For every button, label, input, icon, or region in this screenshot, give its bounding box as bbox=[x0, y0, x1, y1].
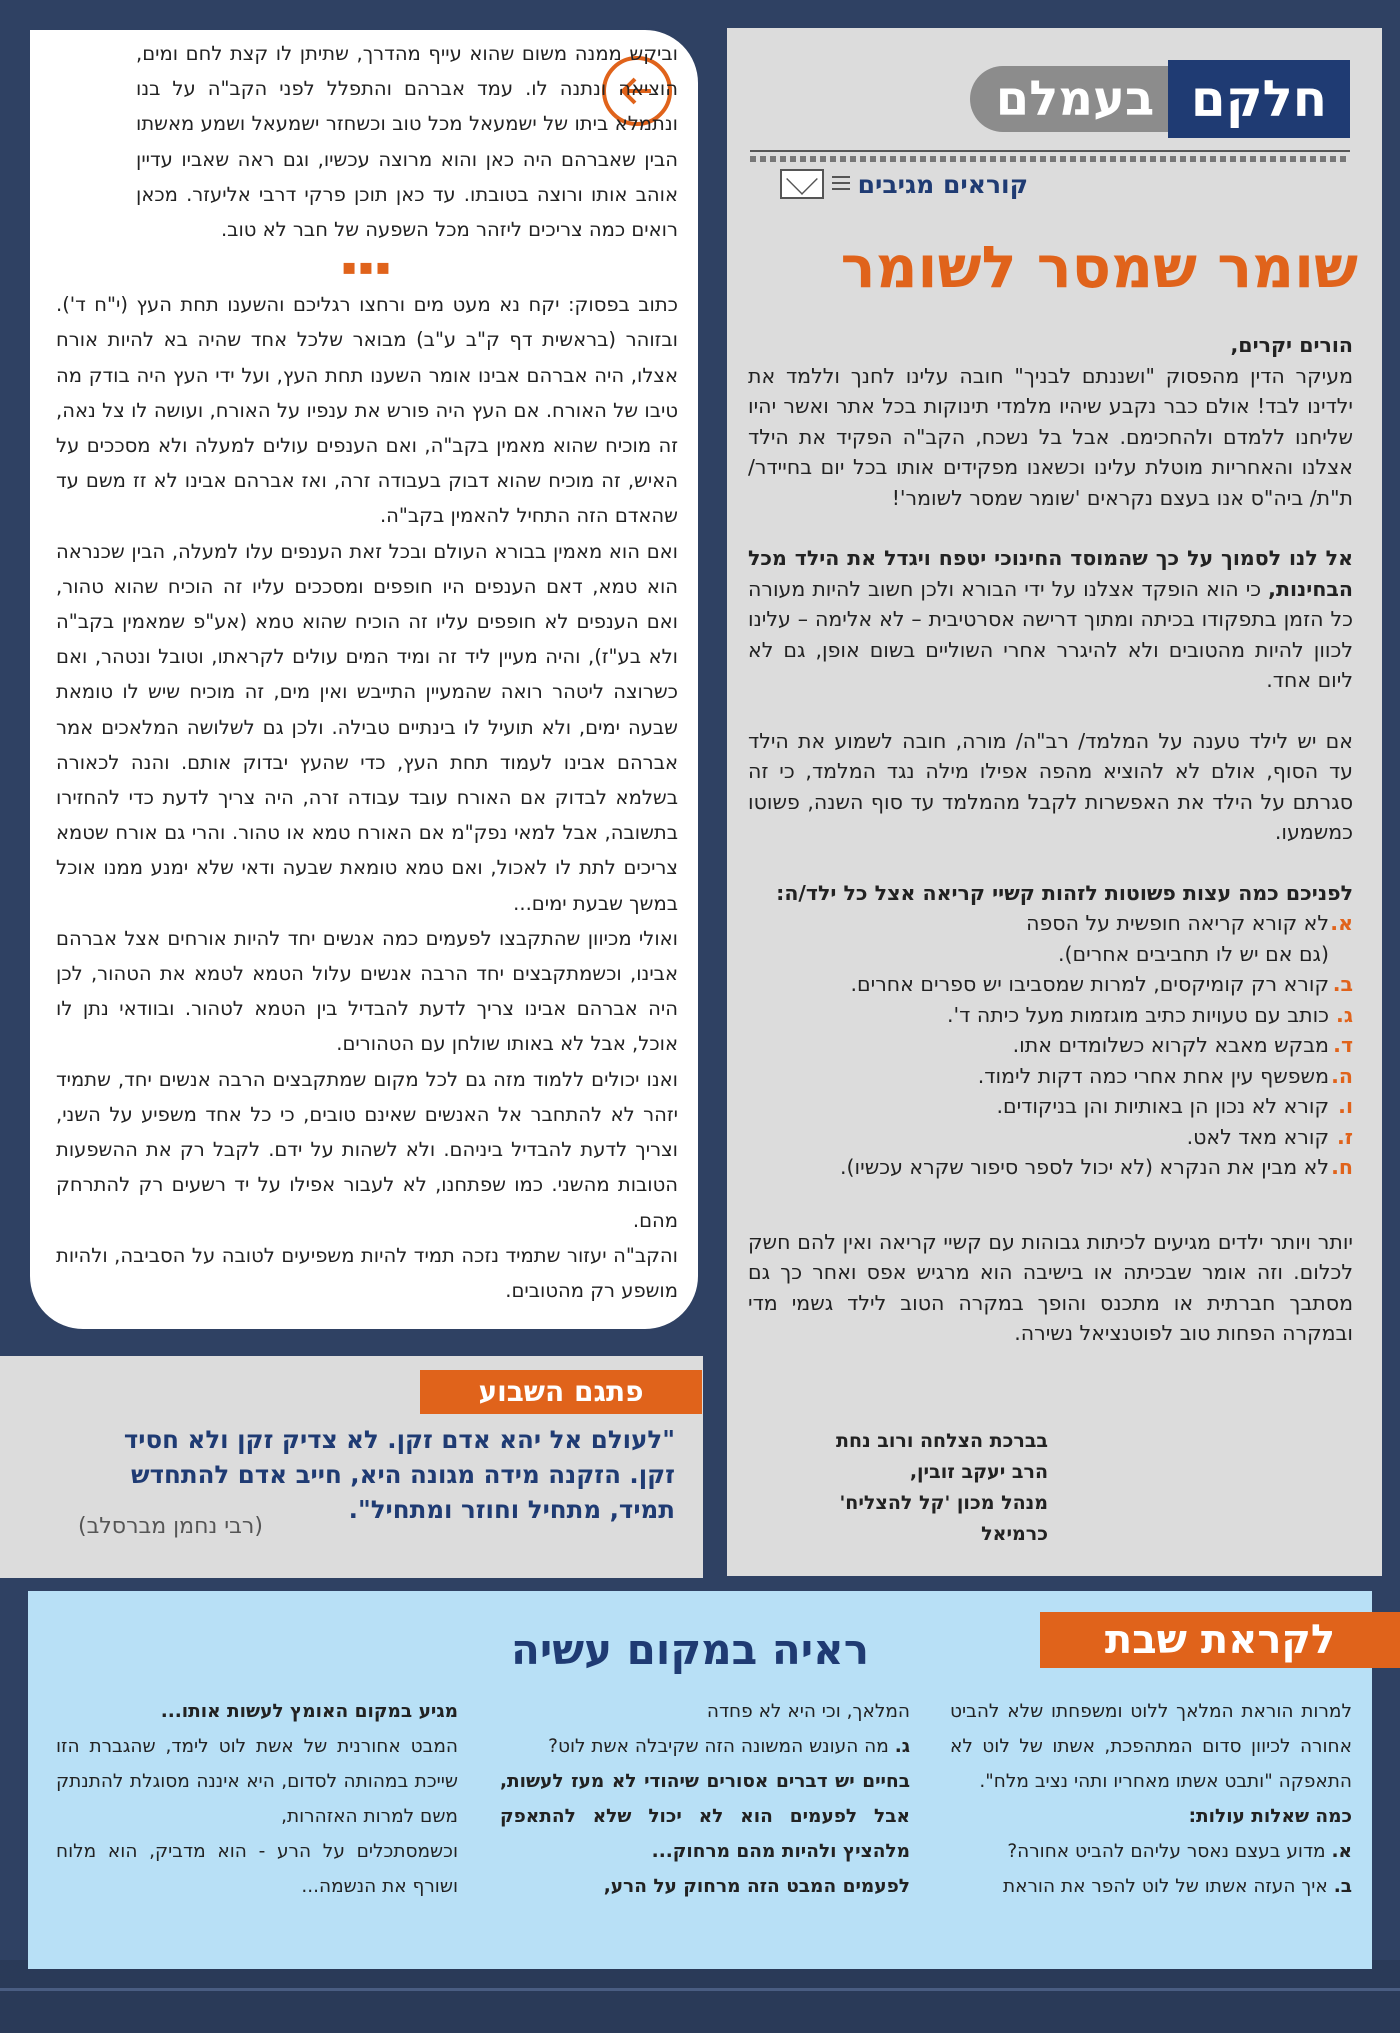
readers-label: קוראים מגיבים bbox=[857, 169, 1028, 199]
article-paragraph-2: ואם הוא מאמין בבורא העולם ובכל זאת הענפים עלו למעלה, הבין שכנראה הוא טמא, דאם הענפים היו חופפים ומסככים עליו זה הוכיח שהוא טהור, ואם הענפים לא חופפים עליו זה הוכיח שהוא טמא (אע"פ שמאמין בקב"ה ולא בע"ז), והיה מעיין ליד זה ומיד המים עולים לקראתו, וטובל ונטהר, ואם כשרוצה ליטהר רואה שהמעיין התייבש ואין מים, זה מוכיח שיש לו טומאת שבעה ימים, ולא תועיל לו בינתיים טבילה. ולכן גם לשלושה המלאכים אמר אברהם אבינו לעמוד תחת העץ, כדי שהעץ יבדוק אותם. והנה לכאורה בשלמא לבדוק אם האורח עובד עבודה זרה, היה צריך לדעת כדי להחזירו בתשובה, אבל למאי נפק"מ אם האורח טמא או טהור. והרי גם אורח שטמא צריכים לתת לו לאכול, ואם טמא טומאת שבעה ודאי שלא ימנע ממנו אוכל במשך שבעת ימים... bbox=[56, 539, 678, 915]
shabbat-col3-paragraph-1: המבט אחורנית של אשת לוט לימד, שהגברת הזו שייכת במהותה לסדום, היא איננה מסוגלת להתנתק משם למרות האזהרות, bbox=[56, 1736, 458, 1827]
readers-section-label bbox=[748, 164, 1028, 204]
tips-list bbox=[748, 908, 1353, 1183]
tip-marker: א. bbox=[1330, 911, 1353, 935]
shabbat-title: ראיה במקום עשיה bbox=[511, 1625, 869, 1674]
article-paragraph-3: ואולי מכיוון שהתקבצו לפעמים כמה אנשים יחד להיות אורחים אצל אברהם אבינו, וכשמתקבצים יחד הרבה אנשים עלול הטמא לטמא את הטהור, לכן היה אברהם אבינו צריך לדעת להבדיל בין הטמא לטהור. ובוודאי נתן לו אוכל, אבל לא באותו שולחן עם הטהורים. bbox=[56, 926, 678, 1056]
letter-paragraph-4: יותר ויותר ילדים מגיעים לכיתות גבוהות עם קשיי קריאה ואין להם חשק לכלום. וזה אומר שבכיתה או בישיבה הוא מרגיש אפס ואחר כך גם מסתבך חברתית או מתכנס והופך במקרה הטוב לילד גשמי מדי ובמקרה הפחות טוב לפוטנציאל נשירה. bbox=[748, 1229, 1353, 1345]
shabbat-questions-title: כמה שאלות עולות: bbox=[1188, 1806, 1352, 1827]
letter-body bbox=[748, 330, 1353, 1379]
tip-marker: ה. bbox=[1331, 1063, 1353, 1088]
shabbat-col1-paragraph: למרות הוראת המלאך ללוט ומשפחתו שלא להביט אחורה לכיוון סדום המתהפכת, אשתו של לוט לא התאפקה "ותבט אשתו מאחריו ותהי נציב מלח". bbox=[950, 1701, 1352, 1792]
signature-line-4: כרמיאל bbox=[981, 1523, 1048, 1545]
tip-marker: ג. bbox=[1336, 1002, 1353, 1027]
list-item bbox=[748, 1000, 1353, 1031]
shabbat-column-1 bbox=[950, 1694, 1352, 1904]
shabbat-col2-paragraph: המלאך, וכי היא לא פחדה bbox=[706, 1701, 910, 1722]
list-item bbox=[748, 1030, 1353, 1061]
signature-line-1: בברכת הצלחה ורוב נחת bbox=[836, 1430, 1048, 1452]
tip-marker bbox=[1335, 939, 1353, 970]
article-paragraph-4: ואנו יכולים ללמוד מזה גם לכל מקום שמתקבצים הרבה אנשים יחד, שתמיד יזהר לא להתחבר אל האנשים שאינם טובים, כי כל אחד משפיע על השני, וצריך לדעת להבדיל ביניהם. ולא לשהות על ידם. לקבל רק את ההשפעות הטובות מהשני. כמו שפתחנו, לא לעבור אפילו על יד רשעים רק להתרחק מהם. bbox=[56, 1067, 678, 1232]
letter-headline: שומר שמסר לשומר bbox=[840, 233, 1358, 301]
tip-text: קורא מאד לאט. bbox=[1186, 1124, 1329, 1149]
envelope-icon bbox=[780, 169, 824, 199]
shabbat-column-3 bbox=[56, 1694, 458, 1904]
letter-paragraph-2-rest: כי הוא הופקד אצלנו על ידי הבורא ולכן חשוב להיות מעורה כל הזמן בתפקודו בכיתה ומתוך דרישה אסרטיבית – לא אלימה – עלינו לכוון להיות מהטובים ולא להיגרר אחרי השוליים בשום אופן, גם לא ליום אחד. bbox=[748, 576, 1353, 692]
list-item bbox=[748, 939, 1353, 970]
masthead-dotted-rule bbox=[750, 156, 1350, 162]
tip-text: (גם אם יש לו תחביבים אחרים). bbox=[1058, 941, 1329, 966]
tip-marker: ד. bbox=[1333, 1033, 1353, 1057]
question-marker: ג. bbox=[894, 1736, 910, 1757]
shabbat-question-2 bbox=[950, 1869, 1352, 1904]
tips-title: לפניכם כמה עצות פשוטות לזהות קשיי קריאה אצל כל ילד/ה: bbox=[776, 880, 1353, 905]
tip-text: קורא לא נכון הן באותיות והן בניקודים. bbox=[996, 1094, 1329, 1118]
signature-line-3: מנהל מכון 'קל להצליח' bbox=[839, 1492, 1048, 1514]
signature bbox=[748, 1426, 1048, 1550]
list-item bbox=[748, 1152, 1353, 1183]
list-item bbox=[748, 1122, 1353, 1153]
tip-text: לא מבין את הנקרא (לא יכול לספר סיפור שקרא עכשיו). bbox=[840, 1155, 1329, 1179]
letter-paragraph-3: אם יש לילד טענה על המלמד/ רב"ה/ מורה, חובה לשמוע את הילד עד הסוף, אולם לא להוציא מהפה אפילו מילה נגד המלמד, כי זה סגרתם על הילד את האפשרות לקבל מהמלמד עד סוף השנה, פשוטו כמשמעו. bbox=[748, 728, 1353, 844]
tip-text: משפשף עין אחת אחרי כמה דקות לימוד. bbox=[977, 1063, 1329, 1088]
question-marker: ב. bbox=[1333, 1876, 1352, 1897]
list-item bbox=[748, 908, 1353, 939]
list-item bbox=[748, 1061, 1353, 1092]
shabbat-question-3 bbox=[500, 1729, 910, 1764]
article-intro: וביקש ממנה משום שהוא עייף מהדרך, שתיתן לו קצת לחם ומים, הוציאה ונתנה לו. עמד אברהם והתפלל לפני הקב"ה על בנו ונתמלא ביתו של ישמעאל מכל טוב וכשחזר ישמעאל ושמע מאשתו הבין שאברהם היה כאן והוא מרוצה עכשיו, וגם ראה שאביו עדיין אוהב אותו ורוצה בטובתו. עד כאן תוכן פרקי דרבי אליעזר. מכאן רואים כמה צריכים ליזהר מכל השפעה של חבר לא טוב. bbox=[136, 42, 678, 242]
weekly-quote-tab: פתגם השבוע bbox=[420, 1370, 702, 1414]
question-text: מה העונש המשונה הזה שקיבלה אשת לוט? bbox=[548, 1736, 895, 1757]
article-paragraph-5: והקב"ה יעזור שתמיד נזכה תמיד להיות משפיעים לטובה על הסביבה, ולהיות מושפע רק מהטובים. bbox=[56, 1243, 678, 1302]
tip-marker: ז. bbox=[1337, 1124, 1353, 1149]
list-item bbox=[748, 1091, 1353, 1122]
question-text: איך העזה אשתו של לוט להפר את הוראת bbox=[1002, 1876, 1334, 1897]
tip-text: מבקש מאבא לקרוא כשלומדים אתו. bbox=[1012, 1033, 1329, 1057]
tip-marker: ב. bbox=[1332, 972, 1353, 996]
shabbat-col3-bold: מגיע במקום האומץ לעשות אותו... bbox=[160, 1701, 458, 1722]
letter-paragraph-2-bold: אל לנו לסמוך על כך שהמוסד החינוכי יטפח ויגדל את הילד מכל הבחינות, bbox=[748, 546, 1353, 601]
masthead bbox=[970, 60, 1350, 138]
tip-marker: ח. bbox=[1331, 1155, 1353, 1179]
tip-text: לא קורא קריאה חופשית על הספה bbox=[1026, 911, 1329, 935]
section-divider-dots: ▪▪▪ bbox=[341, 255, 393, 281]
weekly-quote-text: "לעולם אל יהא אדם זקן. לא צדיק זקן ולא חסיד זקן. הזקנה מידה מגונה היא, חייב אדם להתחדש תמיד, מתחיל וחוזר ומתחיל". bbox=[123, 1425, 675, 1524]
weekly-quote-source: (רבי נחמן מברסלב) bbox=[78, 1514, 263, 1539]
shabbat-question-1 bbox=[950, 1834, 1352, 1869]
tip-text: קורא רק קומיקסים, למרות שמסביבו יש ספרים אחרים. bbox=[850, 972, 1329, 996]
article-paragraph-1: כתוב בפסוק: יקח נא מעט מים ורחצו רגליכם והשענו תחת העץ (י"ח ד'). ובזוהר (בראשית דף ק"ב ע"ב) מבואר שלכל אחד שהיה בא להיות אורח אצלו, היה אברהם אבינו אומר השענו תחת העץ, ועל ידי העץ היה בודק מה טיבו של האורח. אם העץ היה פורש את ענפיו על האורח, ועושה לו צל נאה, זה מוכיח שהוא מאמין בקב"ה, ואם הענפים עולים למעלה ולא מסככים על האיש, זה מוכיח שהוא דבוק בעבודה זרה, ואז אברהם אבינו לא זז משם עד שהאדם הזה התחיל להאמין בקב"ה. bbox=[56, 293, 678, 528]
bottom-frame-band bbox=[0, 1960, 1400, 2033]
shabbat-col3-paragraph-2: וכשמסתכלים על הרע - הוא מדביק, הוא מלוח ושורף את הנשמה... bbox=[56, 1841, 458, 1897]
list-item bbox=[748, 969, 1353, 1000]
masthead-rule bbox=[750, 150, 1350, 152]
letter-greeting: הורים יקרים, bbox=[1230, 333, 1353, 357]
letter-paragraph-1: מעיקר הדין מהפסוק "ושננתם לבניך" חובה עלינו לחנך וללמד את ילדינו לבד! אולם כבר נקבע שיהיו מלמדי תינוקות בכל אתר ואשר יהיו שליחנו ללמדם ולהחכימם. אבל בל נשכח, הקב"ה הפקיד את הילד אצלנו והאחריות מוטלת עלינו וכשאנו מפקידים אותו בכל יום בחיידר/ ת"ת/ ביה"ס אנו בעצם נקראים 'שומר שמסר לשומר'! bbox=[748, 363, 1353, 510]
question-text: מדוע בעצם נאסר עליהם להביט אחורה? bbox=[1007, 1841, 1332, 1862]
masthead-blue-word: חלקם bbox=[1168, 60, 1350, 138]
letter-paragraph-2 bbox=[748, 543, 1353, 696]
shabbat-column-2 bbox=[500, 1694, 910, 1904]
shabbat-col2-bold-1: בחיים יש דברים אסורים שיהודי לא מעז לעשות, אבל לפעמים הוא לא יכול שלא להתאפק מלהציץ ולהיות מהם מרחוק... bbox=[500, 1771, 910, 1862]
shabbat-tab: לקראת שבת bbox=[1040, 1612, 1400, 1668]
question-marker: א. bbox=[1331, 1841, 1352, 1862]
article-continuation-text bbox=[56, 36, 678, 1308]
speed-lines-icon bbox=[832, 176, 850, 192]
shabbat-col2-bold-2: לפעמים המבט הזה מרחוק על הרע, bbox=[603, 1876, 910, 1897]
tip-marker: ו. bbox=[1338, 1094, 1353, 1118]
masthead-grey-word: בעמלם bbox=[970, 66, 1180, 132]
tip-text: כותב עם טעויות כתיב מוגזמות מעל כיתה ד'. bbox=[947, 1002, 1329, 1027]
signature-line-2: הרב יעקב זובין, bbox=[909, 1461, 1048, 1483]
